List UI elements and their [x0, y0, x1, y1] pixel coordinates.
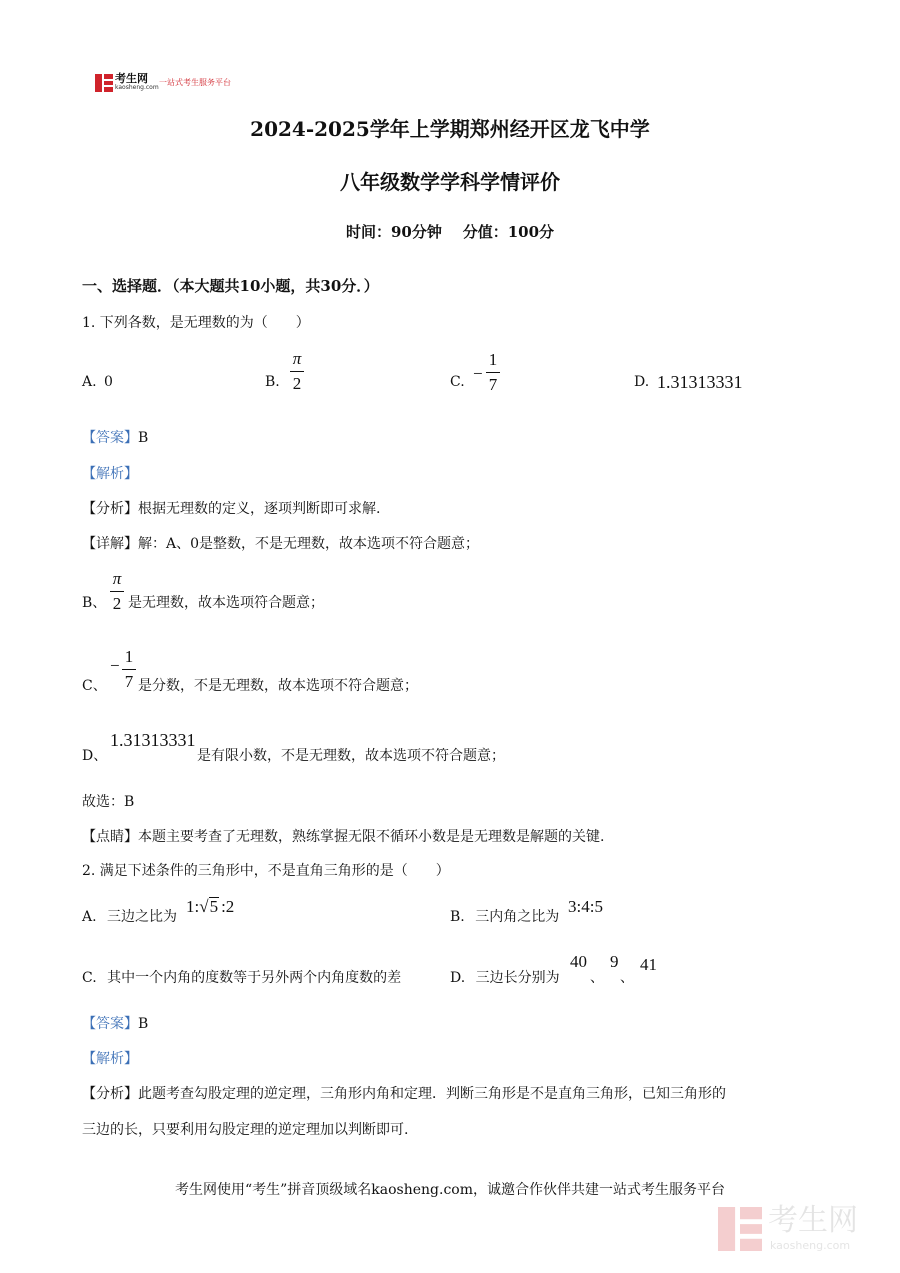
q2-option-d-v1: 40 — [570, 952, 587, 971]
xiangjie-text: 解：A、0是整数，不是无理数，故本选项不符合题意； — [138, 536, 480, 552]
fenxi-tag: 【分析】 — [82, 501, 138, 517]
q1-line-b-fraction — [110, 570, 124, 613]
watermark — [718, 1203, 883, 1258]
answer-value: B — [138, 430, 149, 446]
watermark-logo-icon — [718, 1207, 762, 1251]
fraction-denominator: 2 — [112, 594, 122, 613]
option-label: B. — [450, 909, 465, 925]
q1-line-d-text: 是有限小数，不是无理数，故本选项不符合题意； — [197, 748, 505, 764]
q1-xiangjie — [82, 534, 479, 554]
q1-line-b-text: 是无理数，故本选项符合题意； — [128, 595, 324, 611]
q1-option-c-sign: − — [473, 364, 483, 383]
q2-option-a — [82, 907, 177, 927]
q1-option-c-fraction — [486, 351, 500, 394]
logo-slogan: 一站式考生服务平台 — [159, 78, 231, 87]
answer-value: B — [138, 1016, 149, 1032]
fraction-numerator: π — [292, 349, 302, 368]
option-label: C. — [82, 970, 97, 986]
dianjing-tag: 【点睛】 — [82, 829, 138, 845]
q1-line-b-prefix: B、 — [82, 595, 107, 611]
q1-option-d-label: D. — [634, 374, 650, 390]
q2-option-d-v3: 41 — [640, 955, 657, 974]
ratio-post: :2 — [221, 897, 235, 916]
fraction-bar — [486, 372, 500, 373]
q1-line-c-sign: − — [110, 656, 120, 675]
q1-option-a-value: 0 — [104, 374, 113, 390]
q1-line-c-text: 是分数，不是无理数，故本选项不符合题意； — [138, 678, 418, 694]
option-text: 其中一个内角的度数等于另外两个内角度数的差 — [107, 970, 402, 986]
q2-option-d — [450, 968, 560, 988]
fraction-bar — [122, 669, 136, 670]
option-text: 三内角之比为 — [475, 909, 560, 925]
option-text: 三边之比为 — [107, 909, 178, 925]
fraction-bar — [290, 371, 304, 372]
fraction-denominator: 2 — [292, 374, 302, 393]
q1-analysis-tag: 【解析】 — [82, 466, 138, 482]
logo-brand: 考生网 — [115, 72, 148, 85]
fenxi-tag: 【分析】 — [82, 1086, 138, 1102]
dianjing-text: 本题主要考查了无理数，熟练掌握无限不循环小数是是无理数是解题的关键. — [138, 829, 605, 845]
option-text: 三边长分别为 — [475, 970, 560, 986]
logo-domain: kaosheng.com — [115, 84, 159, 91]
page-title-line1: 2024-2025学年上学期郑州经开区龙飞中学 — [250, 117, 650, 141]
q1-line-d-value: 1.31313331 — [110, 730, 196, 750]
logo-icon — [95, 74, 113, 92]
q2-option-a-math: 1:√5 :2 — [186, 897, 235, 916]
fenxi-text: 根据无理数的定义，逐项判断即可求解. — [138, 501, 381, 517]
q1-fenxi — [82, 499, 380, 519]
watermark-brand: 考生网 — [768, 1203, 858, 1238]
q2-option-b-math: 3:4:5 — [568, 897, 603, 916]
fraction-numerator: 1 — [488, 350, 498, 369]
exam-meta: 时间：90分钟 分值：100分 — [345, 223, 555, 241]
watermark-domain: kaosheng.com — [770, 1239, 851, 1252]
section-heading: 一、选择题．（本大题共10小题，共30分．） — [82, 277, 379, 295]
q1-option-c-label: C. — [450, 374, 465, 390]
q2-option-d-sep1: 、 — [590, 970, 604, 986]
q2-analysis-tag: 【解析】 — [82, 1051, 138, 1067]
q1-option-b-label: B. — [265, 374, 280, 390]
xiangjie-tag: 【详解】 — [82, 536, 138, 552]
fraction-denominator: 7 — [488, 375, 498, 394]
q1-option-b-fraction — [290, 350, 304, 393]
q2-fenxi-line2: 三边的长，只要利用勾股定理的逆定理加以判断即可. — [82, 1122, 409, 1138]
fraction-bar — [110, 591, 124, 592]
q1-guxuan: 故选：B — [82, 794, 135, 810]
q2-fenxi-line1 — [82, 1084, 726, 1104]
q1-answer — [82, 428, 148, 448]
footer-text: 考生网使用“考生”拼音顶级域名kaosheng.com，诚邀合作伙伴共建一站式考生服务平台 — [174, 1182, 726, 1198]
q1-stem: 1. 下列各数，是无理数的为（ ） — [82, 315, 310, 331]
q2-option-c — [82, 968, 401, 988]
answer-tag: 【答案】 — [82, 430, 138, 446]
q1-option-a-label: A. — [82, 374, 97, 390]
fraction-denominator: 7 — [124, 672, 134, 691]
sqrt-radicand: 5 — [209, 897, 219, 916]
q1-line-c-prefix: C、 — [82, 678, 107, 694]
option-label: D. — [450, 970, 466, 986]
q2-option-d-sep2: 、 — [620, 970, 634, 986]
q2-stem: 2. 满足下述条件的三角形中，不是直角三角形的是（ ） — [82, 863, 450, 879]
q1-option-d-value: 1.31313331 — [657, 372, 743, 392]
q1-line-d-prefix: D、 — [82, 748, 108, 764]
fraction-numerator: 1 — [124, 647, 134, 666]
q2-option-b — [450, 907, 559, 927]
fenxi-text: 此题考查勾股定理的逆定理，三角形内角和定理．判断三角形是不是直角三角形，已知三角形的 — [138, 1086, 726, 1102]
ratio-pre: 1: — [186, 897, 200, 916]
q1-dianjing — [82, 827, 604, 847]
page-title-line2: 八年级数学学科学情评价 — [340, 170, 560, 194]
q1-line-c-fraction — [122, 648, 136, 691]
q2-option-d-v2: 9 — [610, 952, 619, 971]
fraction-numerator: π — [112, 569, 122, 588]
q2-answer — [82, 1014, 148, 1034]
answer-tag: 【答案】 — [82, 1016, 138, 1032]
option-label: A. — [82, 909, 97, 925]
